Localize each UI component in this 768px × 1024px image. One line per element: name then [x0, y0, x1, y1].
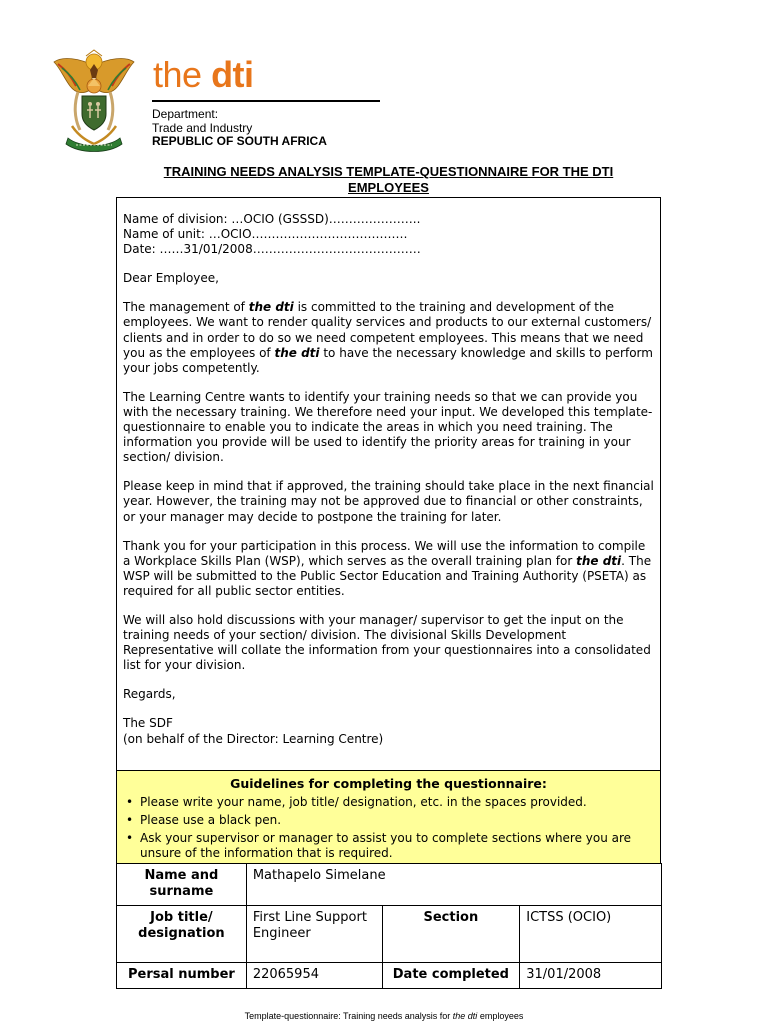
- guidelines-title: Guidelines for completing the questionnaire:: [230, 776, 547, 791]
- job-title-label: Job title/ designation: [117, 906, 247, 963]
- document-title: [116, 164, 661, 196]
- name-field[interactable]: Mathapelo Simelane: [246, 864, 661, 906]
- coat-of-arms-icon: [50, 48, 138, 156]
- greeting: Dear Employee,: [123, 271, 219, 286]
- dti-emphasis: the dti: [248, 300, 294, 315]
- brand-divider: [152, 100, 380, 102]
- persal-label: Persal number: [117, 963, 247, 989]
- signature-role: (on behalf of the Director: Learning Centre): [123, 731, 384, 746]
- table-row: [117, 906, 662, 963]
- date-line: Date: ……31/01/2008……………………………………: [123, 242, 421, 257]
- paragraph-4: Thank you for your participation in this process. We will use the information to compile a Workplace Skills Plan (WSP), which serves as the overall training plan for the dti. The WSP will be submitted to the Public Sector Education and Training Authority (PSETA) as required for all public sector entities.: [123, 538, 652, 598]
- guidelines-list: [117, 795, 660, 861]
- unit-line: Name of unit: …OCIO…………………………………: [123, 227, 408, 242]
- letter-meta: [123, 212, 654, 257]
- dti-emphasis: the dti: [274, 345, 320, 360]
- footer-dti: the dti: [452, 1011, 478, 1021]
- title-line-2: EMPLOYEES: [348, 180, 429, 195]
- guideline-item: • Please use a black pen.: [123, 813, 654, 828]
- date-completed-label: Date completed: [382, 963, 520, 989]
- dept-name: Trade and Industry: [152, 120, 253, 135]
- guidelines-box: [116, 770, 661, 864]
- signature-block: [123, 716, 654, 746]
- guideline-item: • Please write your name, job title/ designation, etc. in the spaces provided.: [123, 795, 654, 810]
- employee-info-table: [116, 863, 662, 989]
- regards: Regards,: [123, 687, 176, 702]
- date-completed-field[interactable]: 31/01/2008: [520, 963, 662, 989]
- table-row: [117, 963, 662, 989]
- job-title-field[interactable]: First Line Support Engineer: [246, 906, 382, 963]
- guideline-item: • Ask your supervisor or manager to assist you to complete sections where you are unsure of the information that is required.: [123, 831, 654, 861]
- paragraph-3: Please keep in mind that if approved, the training should take place in the next financial year. However, the training may not be approved due to financial or other constraints, or your manager may decide to postpone the training for later.: [123, 479, 654, 524]
- dti-emphasis: the dti: [576, 553, 622, 568]
- table-row: [117, 864, 662, 906]
- paragraph-5: We will also hold discussions with your manager/ supervisor to get the input on the training needs of your section/ division. The divisional Skills Development Representative will collate the information from your questionnaires into a consolidated list for your division.: [123, 612, 651, 673]
- section-field[interactable]: ICTSS (OCIO): [520, 906, 662, 963]
- brand-the: the: [153, 54, 202, 95]
- persal-field[interactable]: 22065954: [246, 963, 382, 989]
- signature-name: The SDF: [123, 716, 173, 731]
- name-label: Name and surname: [117, 864, 247, 906]
- letter-box: [116, 197, 661, 770]
- dept-country: REPUBLIC OF SOUTH AFRICA: [152, 134, 327, 148]
- brand-dti: dti: [211, 54, 254, 95]
- page-header: [50, 48, 340, 158]
- page-footer: Template-questionnaire: Training needs analysis for the dti employees: [244, 1011, 524, 1021]
- title-line-1: TRAINING NEEDS ANALYSIS TEMPLATE-QUESTIONNAIRE FOR THE DTI: [163, 164, 614, 179]
- division-line: Name of division: …OCIO (GSSSD)…………………..: [123, 212, 421, 226]
- paragraph-2: The Learning Centre wants to identify your training needs so that we can provide you with the necessary training. We therefore need your input. We developed this template-questionnaire to enable you to indicate the areas in which you need training. The information you provide will be used to identify the priority areas for training in your section/ division.: [123, 389, 653, 465]
- dept-label: Department:: [152, 107, 219, 121]
- section-label: Section: [382, 906, 520, 963]
- department-block: [152, 108, 327, 149]
- brand-logo-text: [153, 52, 254, 98]
- paragraph-1: The management of the dti is committed to the training and development of the employees. We want to render quality services and products to our external customers/ clients and in order to do so we need competent employees. This means that we need you as the employees of the dti to have the necessary knowledge and skills to perform your jobs competently.: [123, 300, 653, 375]
